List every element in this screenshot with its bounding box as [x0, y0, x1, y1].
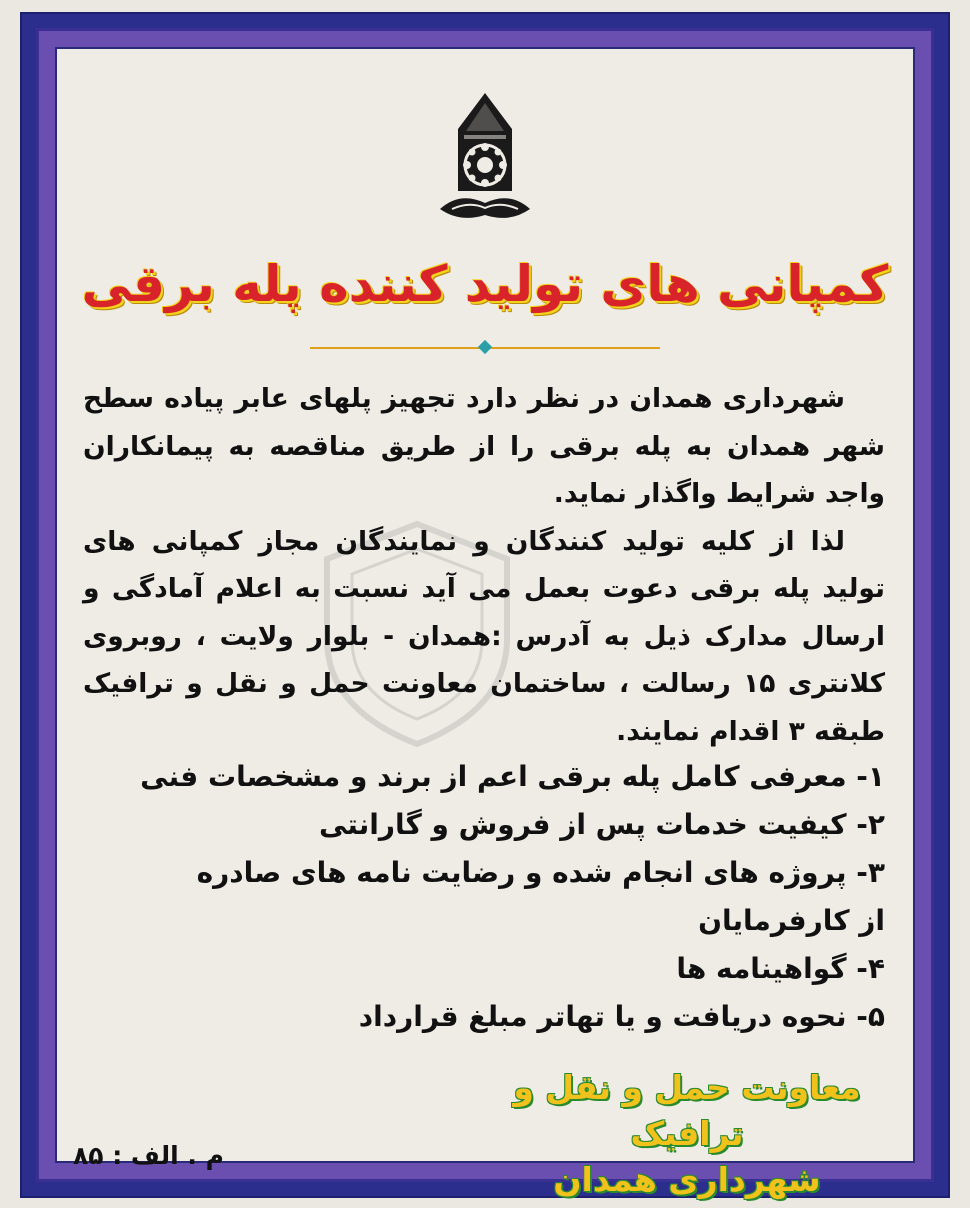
- item-text: گواهینامه ها: [676, 952, 847, 985]
- signature-line-2: شهرداری همدان: [553, 1160, 821, 1199]
- list-item-continuation: از کارفرمایان: [698, 904, 885, 937]
- frame-band: [36, 28, 934, 1199]
- notice-content: [57, 49, 913, 1199]
- item-text: کیفیت خدمات پس از فروش و گارانتی: [318, 808, 847, 841]
- title-divider: [310, 341, 660, 355]
- item-number: ۱-: [856, 760, 885, 793]
- hamedan-municipality-emblem-icon: [430, 91, 540, 241]
- item-number: ۲-: [856, 808, 885, 841]
- list-item: [83, 945, 885, 993]
- requirements-list: [83, 753, 885, 1041]
- inner-panel: [55, 47, 915, 1199]
- item-text: نحوه دریافت و یا تهاتر مبلغ قرارداد: [358, 1000, 847, 1033]
- notice-title: کمپانی های تولید کننده پله برقی: [81, 255, 889, 313]
- signature-block: [477, 1065, 897, 1203]
- list-item: [83, 849, 885, 897]
- outer-frame: [20, 12, 950, 1198]
- notice-body: [83, 375, 885, 755]
- item-text: معرفی کامل پله برقی اعم از برند و مشخصات فنی: [140, 760, 847, 793]
- reference-code: م . الف : ۸۵: [73, 1141, 224, 1170]
- list-item: [83, 993, 885, 1041]
- list-item: [83, 753, 885, 801]
- body-paragraph-2: لذا از کلیه تولید کنندگان و نمایندگان مجاز کمپانی های تولید پله برقی دعوت بعمل می آید نسبت به اعلام آمادگی و ارسال مدارک ذیل به آدرس :همدان - بلوار ولایت ، روبروی کلانتری ۱۵ رسالت ، ساختمان معاونت حمل و نقل و ترافیک طبقه ۳ اقدام نمایند.: [83, 525, 885, 747]
- diamond-ornament-icon: [478, 340, 492, 354]
- signature-line-1: معاونت حمل و نقل و ترافیک: [513, 1068, 861, 1153]
- list-item: [83, 801, 885, 849]
- item-number: ۴-: [856, 952, 885, 985]
- item-number: ۵-: [856, 1000, 885, 1033]
- body-paragraph-1: شهرداری همدان در نظر دارد تجهیز پلهای عابر پیاده سطح شهر همدان به پله برقی را از طریق مناقصه به پیمانکاران واجد شرایط واگذار نماید.: [83, 383, 885, 509]
- item-number: ۳-: [856, 856, 885, 889]
- item-text: پروژه های انجام شده و رضایت نامه های صادره: [196, 856, 847, 889]
